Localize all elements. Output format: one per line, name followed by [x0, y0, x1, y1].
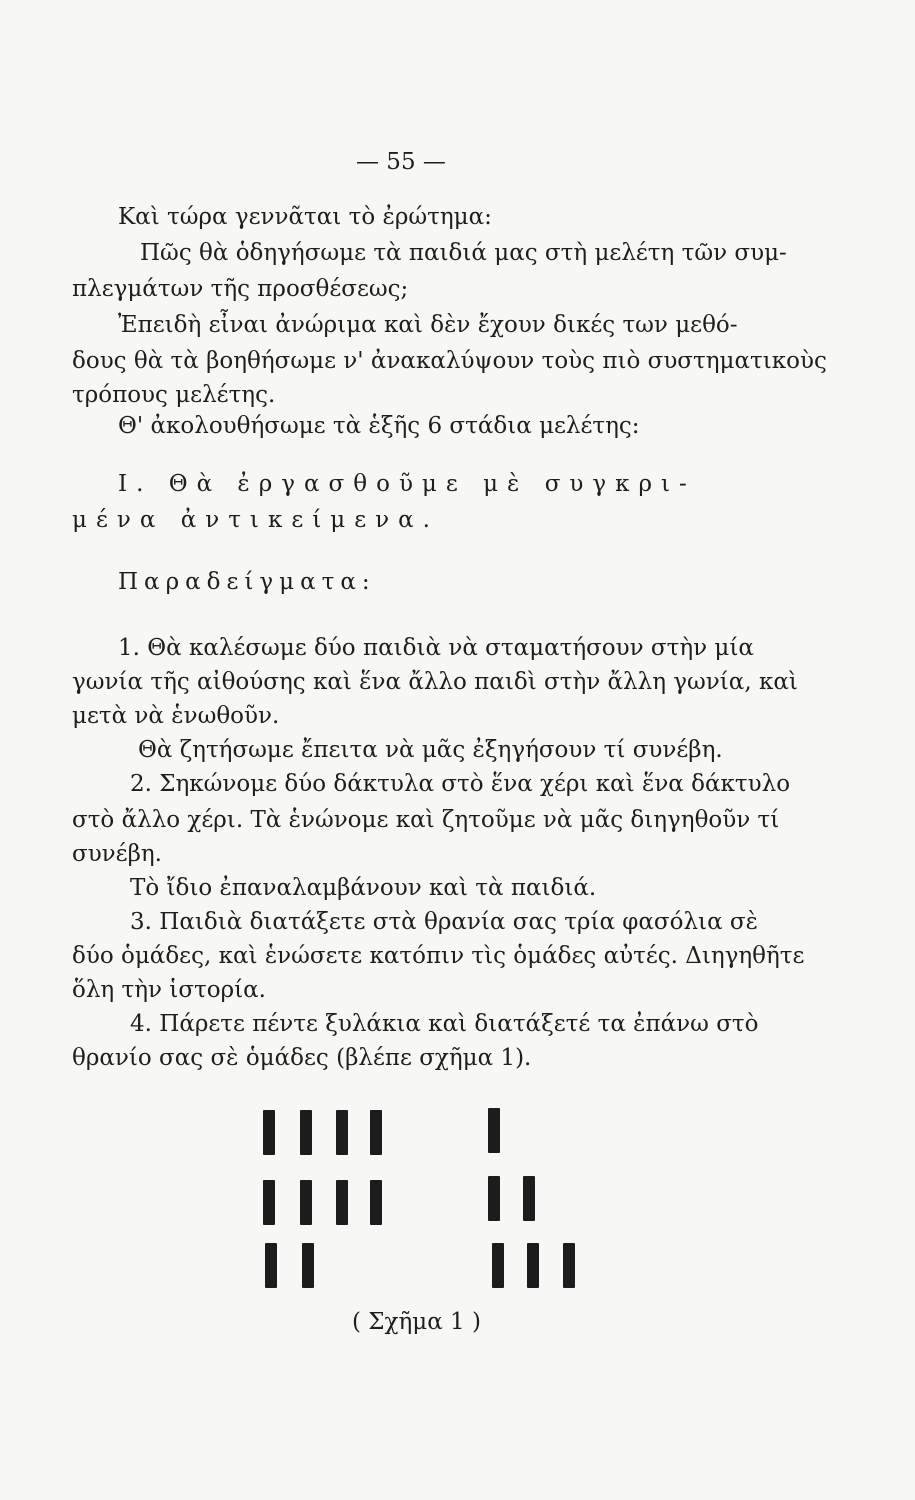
text-line: συνέβη. [72, 841, 162, 867]
section-heading: Ι. Θὰ ἐργασθοῦμε μὲ συγκρι- [118, 471, 696, 497]
text-line: Καὶ τώρα γεννᾶται τὸ ἐρώτημα: [118, 204, 492, 230]
text-line: θρανίο σας σὲ ὁμάδες (βλέπε σχῆμα 1). [72, 1045, 532, 1071]
stick [300, 1180, 312, 1225]
stick [523, 1176, 535, 1221]
text-line: στὸ ἄλλο χέρι. Τὰ ἑνώνομε καὶ ζητοῦμε νὰ μᾶς διηγηθοῦν τί [72, 807, 780, 833]
stick [488, 1176, 500, 1221]
text-line: 4. Πάρετε πέντε ξυλάκια καὶ διατάξετέ τα ἐπάνω στὸ [130, 1011, 759, 1037]
text-line: δους θὰ τὰ βοηθήσωμε ν' ἀνακαλύψουν τοὺς πιὸ συστηματικοὺς [72, 348, 827, 374]
stick [527, 1243, 539, 1288]
stick [488, 1108, 500, 1153]
section-heading: μένα ἀντικείμενα. [72, 507, 439, 533]
figure-caption: ( Σχῆμα 1 ) [352, 1309, 481, 1335]
stick [336, 1180, 348, 1225]
text-line: πλεγμάτων τῆς προσθέσεως; [72, 276, 409, 302]
text-line: Πῶς θὰ ὁδηγήσωμε τὰ παιδιά μας στὴ μελέτη τῶν συμ- [140, 240, 787, 266]
examples-heading: Παραδείγματα: [118, 569, 376, 595]
stick [492, 1243, 504, 1288]
stick [370, 1180, 382, 1225]
stick [300, 1110, 312, 1155]
text-line: 2. Σηκώνομε δύο δάκτυλα στὸ ἕνα χέρι καὶ ἕνα δάκτυλο [130, 771, 791, 797]
text-line: μετὰ νὰ ἑνωθοῦν. [72, 703, 280, 729]
text-line: ὅλη τὴν ἱστορία. [72, 977, 266, 1003]
text-line: 1. Θὰ καλέσωμε δύο παιδιὰ νὰ σταματήσουν στὴν μία [118, 635, 754, 661]
stick [336, 1110, 348, 1155]
text-line: Θ' ἀκολουθήσωμε τὰ ἑξῆς 6 στάδια μελέτης: [118, 413, 640, 439]
text-line: Ἐπειδὴ εἶναι ἀνώριμα καὶ δὲν ἔχουν δικές των μεθό- [118, 312, 738, 338]
stick [263, 1180, 275, 1225]
stick [302, 1243, 314, 1288]
text-line: 3. Παιδιὰ διατάξετε στὰ θρανία σας τρία φασόλια σὲ [130, 909, 758, 935]
page-number: — 55 — [356, 149, 446, 175]
figure-sticks [240, 1100, 600, 1300]
text-line: δύο ὁμάδες, καὶ ἑνώσετε κατόπιν τὶς ὁμάδες αὐτές. Διηγηθῆτε [72, 943, 805, 969]
stick [265, 1243, 277, 1288]
text-line: τρόπους μελέτης. [72, 382, 276, 408]
text-line: Τὸ ἴδιο ἐπαναλαμβάνουν καὶ τὰ παιδιά. [130, 875, 597, 901]
stick [370, 1110, 382, 1155]
stick [263, 1110, 275, 1155]
text-line: γωνία τῆς αἰθούσης καὶ ἕνα ἄλλο παιδὶ στὴν ἄλλη γωνία, καὶ [72, 669, 798, 695]
stick [563, 1243, 575, 1288]
text-line: Θὰ ζητήσωμε ἔπειτα νὰ μᾶς ἐξηγήσουν τί συνέβη. [138, 737, 723, 763]
